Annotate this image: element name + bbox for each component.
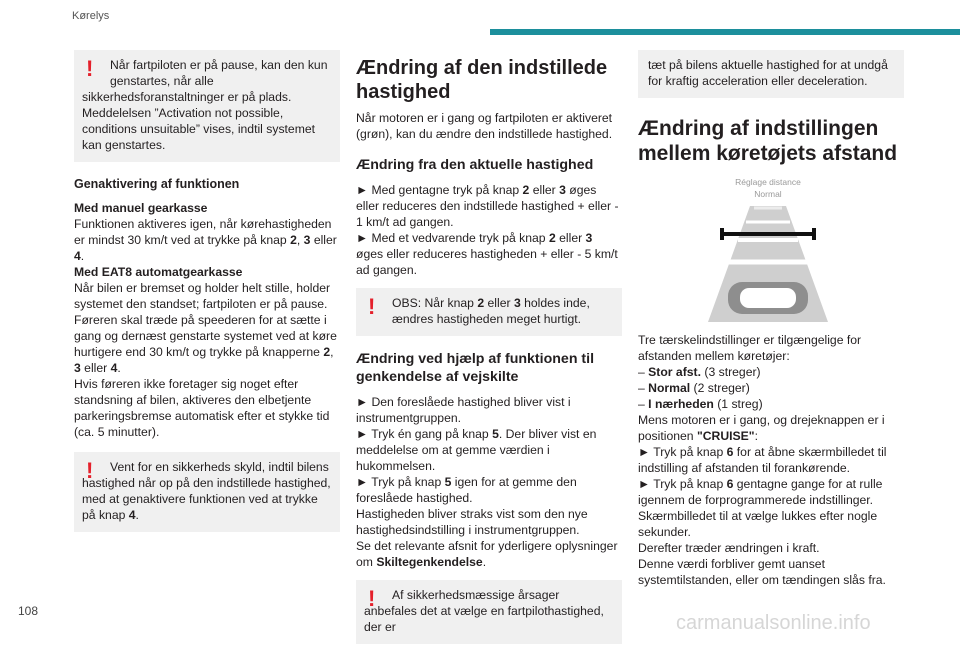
column-1 [74,50,340,542]
box-text: Vent for en sikkerheds skyld, indtil bilens hastighed når op på den indstillede hastighed, med at genaktivere funktionen ved at trykke på knap 4. [82,460,331,522]
manual-gearbox-title: Med manuel gearkasse [74,201,208,215]
warning-box-fast [356,288,622,336]
step-press-once: ► Tryk én gang på knap 5. Der bliver vist en meddelelse om at gemme værdien i hukommelsen. [356,427,597,473]
intro-text: Når motoren er i gang og fartpiloten er aktiveret (grøn), kan du ændre den indstillede hastighed. [356,111,613,141]
speed-shown-text: Hastigheden bliver straks vist som den nye hastighedsindstilling i instrumentgruppen. [356,507,588,537]
step-long-press: ► Med et vedvarende tryk på knap 2 eller 3 øges eller reduceres hastigheden + eller - 5 km/t ad gangen. [356,231,618,277]
warning-icon: ! [368,294,376,319]
running-header: Kørelys [72,10,110,22]
change-takes-effect-text: Derefter træder ændringen i kraft. [638,541,820,555]
warning-icon: ! [86,458,94,483]
warning-box-recommend [356,580,622,644]
box-line: kan genstartes. [82,138,166,152]
warning-icon: ! [368,586,376,611]
cruise-position-text: Mens motoren er i gang, og drejeknappen er i positionen "CRUISE": [638,413,885,443]
box-text: tæt på bilens aktuelle hastighed for at undgå for kraftig acceleration eller deceleration. [648,58,888,88]
step-open-screen: ► Tryk på knap 6 for at åbne skærmbilledet til indstilling af afstanden til forankørende. [638,445,887,475]
section-title-distance: Ændring af indstillingen mellem køretøjets afstand [638,117,898,165]
eat8-text: Når bilen er bremset og holder helt stille, holder systemet den standset; fartpiloten er på pause. Føreren skal træde på speederen for at sætte i gang og dernæst genstarte systemet ved at køre hurtigere end 30 km/t og trykke på knapperne 2, 3 eller 4. [74,281,337,375]
box-line: Meddelelsen ”Activation not possible, [82,106,284,120]
box-line: conditions unsuitable” vises, indtil systemet [82,122,316,136]
option-close: – I nærheden (1 streg) [638,397,763,411]
header-accent-bar [490,29,960,35]
warning-box-safety [74,452,340,532]
eat8-text-2: Hvis føreren ikke foretager sig noget efter standsning af bilen, aktiveres den elbetjente parkeringsbremse automatisk efter et stykke tid (ca. 5 minutter). [74,377,330,439]
manual-gearbox-text: Funktionen aktiveres igen, når kørehastigheden er mindst 30 km/t ved at trykke på knap 2, 3 eller 4. [74,217,337,263]
column-3 [638,50,904,588]
box-text: OBS: Når knap 2 eller 3 holdes inde, ændres hastigheden meget hurtigt. [392,296,590,326]
thresholds-text: Tre tærskelindstillinger er tilgængelige for afstanden mellem køretøjer: [638,333,862,363]
box-line: sikkerhedsforanstaltninger er på plads. [82,90,292,104]
step-press-again: ► Tryk på knap 5 igen for at gemme den foreslåede hastighed. [356,475,577,505]
warning-box-continued [638,50,904,98]
warning-icon: ! [86,56,94,81]
option-large: – Stor afst. (3 streger) [638,365,761,379]
see-section-text: Se det relevante afsnit for yderligere oplysninger om Skiltegenkendelse. [356,539,618,569]
subheading-sign-recognition: Ændring ved hjælp af funktionen til genkendelse af vejskilte [356,351,595,385]
box-line: genstartes, når alle [110,74,214,88]
screen-closes-text: Skærmbilledet til at vælge lukkes efter nogle sekunder. [638,509,878,539]
step-scroll-settings: ► Tryk på knap 6 gentagne gange for at rulle igennem de forprogrammerede indstillinger. [638,477,883,507]
page-number: 108 [18,604,39,618]
diagram-label-normal: Normal [754,189,782,199]
warning-box-pause [74,50,340,162]
box-text: Af sikkerhedsmæssige årsager anbefales det at vælge en fartpilothastighed, der er [364,588,604,634]
value-stored-text: Denne værdi forbliver gemt uanset systemtilstanden, eller om tændingen slås fra. [638,557,886,587]
diagram-label-setting: Réglage distance [735,177,801,187]
watermark: carmanualsonline.info [676,612,871,634]
eat8-title: Med EAT8 automatgearkasse [74,265,243,279]
subheading-current-speed: Ændring fra den aktuelle hastighed [356,157,594,173]
step-suggested-speed: ► Den foreslåede hastighed bliver vist i instrumentgruppen. [356,395,571,425]
reactivation-heading: Genaktivering af funktionen [74,177,240,191]
distance-setting-diagram [688,176,848,322]
section-title-change-speed: Ændring af den indstillede hastighed [356,57,608,103]
step-repeated-press: ► Med gentagne tryk på knap 2 eller 3 øges eller reduceres den indstillede hastighed + eller - 1 km/t ad gangen. [356,183,619,229]
option-normal: – Normal (2 streger) [638,381,750,395]
box-line: Når fartpiloten er på pause, kan den kun [110,58,328,72]
column-2 [356,50,622,654]
